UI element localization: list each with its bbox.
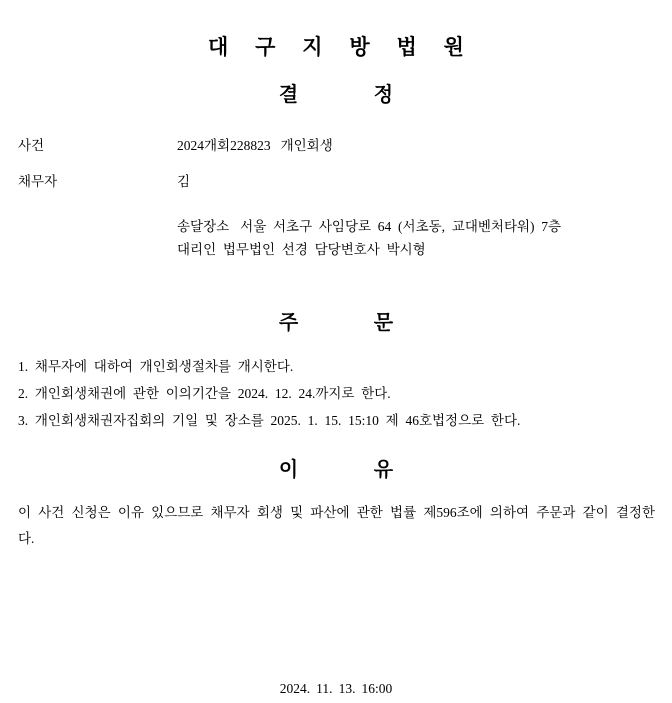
order-item: 2. 개인회생채권에 관한 이의기간을 2024. 12. 24.까지로 한다. (18, 386, 391, 401)
case-type: 개인회생 (280, 138, 333, 153)
service-address-value: 서울 서초구 사임당로 64 (서초동, 교대벤처타워) 7층 (240, 219, 562, 234)
order-list (18, 353, 662, 434)
document-type-title: 결 정 (278, 84, 394, 106)
debtor-row (18, 170, 190, 190)
service-address-label: 송달장소 (177, 219, 230, 234)
debtor-label: 채무자 (18, 174, 58, 189)
reason-text: 이 사건 신청은 이유 있으므로 채무자 회생 및 파산에 관한 법률 제596조에 의하여 주문과 같이 결정한다. (18, 505, 655, 546)
reason-heading: 이 유 (278, 459, 394, 481)
decision-datetime: 2024. 11. 13. 16:00 (279, 681, 393, 696)
service-address-block (177, 216, 662, 261)
order-item: 1. 채무자에 대하여 개인회생절차를 개시한다. (18, 359, 294, 374)
case-row (18, 134, 333, 154)
court-name-title: 대 구 지 방 법 원 (208, 36, 464, 59)
service-address-line (177, 216, 662, 239)
order-heading: 주 문 (278, 312, 394, 334)
case-number: 2024개회228823 (177, 138, 271, 153)
case-label: 사건 (18, 138, 45, 153)
debtor-name: 김 (177, 174, 191, 189)
order-item: 3. 개인회생채권자집회의 기일 및 장소를 2025. 1. 15. 15:10 제 46호법정으로 한다. (18, 413, 521, 428)
attorney-line: 대리인 법무법인 선경 담당변호사 박시형 (177, 241, 426, 257)
case-value (177, 134, 333, 154)
